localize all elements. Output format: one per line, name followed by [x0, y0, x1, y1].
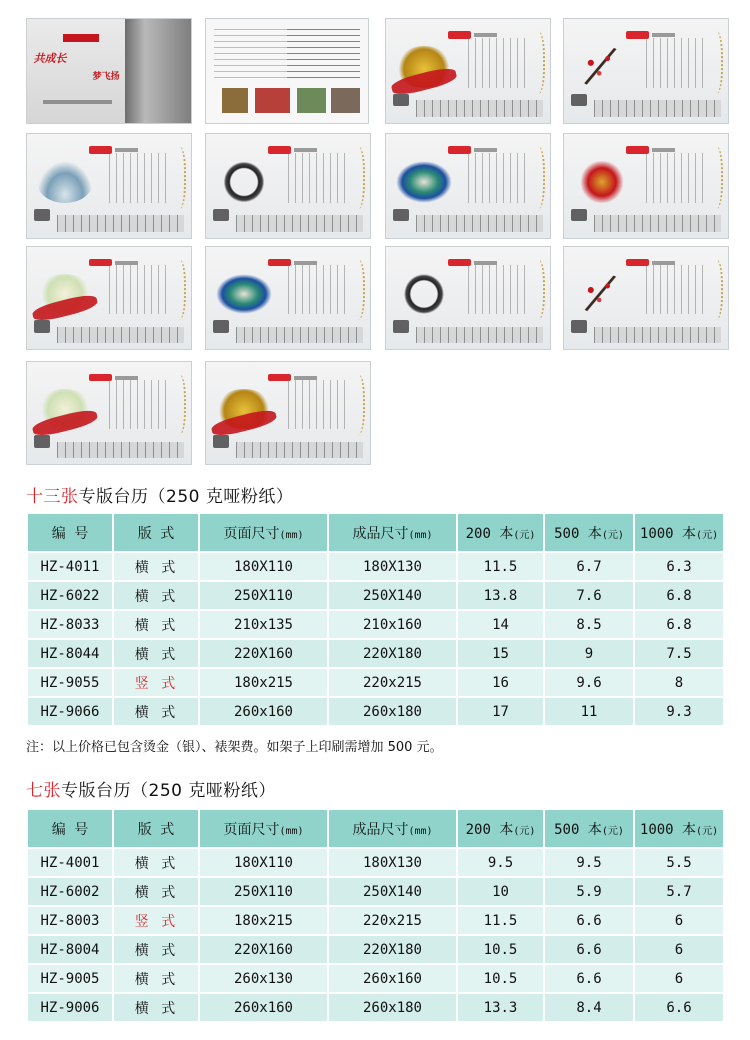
- cell-price-200: 10.5: [457, 935, 544, 964]
- cell-price-1000: 6: [634, 906, 724, 935]
- table-row: [27, 697, 724, 726]
- cell-code: HZ-6002: [27, 877, 113, 906]
- price-note: 注：以上价格已包含烫金（银）、裱架费。如架子上印刷需增加 500 元。: [26, 740, 443, 755]
- plum-blossom-icon: [574, 274, 630, 315]
- month-numeral: [213, 435, 229, 447]
- cell-price-500: 8.5: [544, 610, 634, 639]
- cell-finished-size: 220x215: [328, 906, 457, 935]
- cell-code: HZ-9055: [27, 668, 113, 697]
- vine-decoration: [349, 374, 365, 435]
- price-table-7-pages: [26, 808, 725, 1023]
- cell-finished-size: 250X140: [328, 877, 457, 906]
- table-row: [27, 906, 724, 935]
- month-numeral: [34, 435, 50, 447]
- month-numeral: [393, 94, 409, 106]
- poem-text: [646, 38, 705, 88]
- photo-1: [222, 88, 248, 113]
- cover-slogan: 共成长: [33, 52, 67, 66]
- cell-style: 横 式: [113, 935, 199, 964]
- cell-price-200: 10.5: [457, 964, 544, 993]
- cell-price-1000: 6.6: [634, 993, 724, 1022]
- cell-code: HZ-8033: [27, 610, 113, 639]
- folding-fan-icon: [37, 161, 93, 203]
- thumbnail-month[interactable]: [205, 361, 371, 465]
- thumbnail-month[interactable]: [26, 246, 192, 350]
- col-header-price-200: 200 本(元): [457, 513, 544, 552]
- thumbnail-month[interactable]: [385, 133, 551, 239]
- poem-text: [468, 265, 527, 314]
- cell-finished-size: 260x160: [328, 964, 457, 993]
- month-grid: [236, 327, 364, 343]
- vine-decoration: [707, 146, 723, 208]
- cell-price-1000: 6.8: [634, 581, 724, 610]
- cell-price-200: 13.3: [457, 993, 544, 1022]
- cell-code: HZ-6022: [27, 581, 113, 610]
- plum-blossom-icon: [574, 46, 630, 88]
- month-numeral: [571, 320, 587, 332]
- col-header-code: 编 号: [27, 809, 113, 848]
- cell-code: HZ-8003: [27, 906, 113, 935]
- cell-style: 横 式: [113, 610, 199, 639]
- table-row: [27, 993, 724, 1022]
- cell-code: HZ-8004: [27, 935, 113, 964]
- thumbnail-month[interactable]: [385, 18, 551, 124]
- cell-price-200: 17: [457, 697, 544, 726]
- col-header-style: 版 式: [113, 809, 199, 848]
- col-header-page-size: 页面尺寸(mm): [199, 513, 328, 552]
- cell-finished-size: 210x160: [328, 610, 457, 639]
- cell-price-1000: 6.8: [634, 610, 724, 639]
- cell-price-1000: 6: [634, 964, 724, 993]
- vine-decoration: [170, 146, 186, 208]
- cell-price-500: 7.6: [544, 581, 634, 610]
- cover-slogan-secondary: 梦飞扬: [92, 71, 120, 82]
- table-row: [27, 964, 724, 993]
- cell-finished-size: 220x215: [328, 668, 457, 697]
- cell-style: 横 式: [113, 993, 199, 1022]
- cell-price-500: 6.6: [544, 935, 634, 964]
- cell-page-size: 260x130: [199, 964, 328, 993]
- month-grid: [416, 100, 544, 117]
- col-header-price-1000: 1000 本(元): [634, 513, 724, 552]
- table-row: [27, 935, 724, 964]
- thumbnail-cover[interactable]: [26, 18, 192, 124]
- month-numeral: [213, 320, 229, 332]
- cell-finished-size: 220X180: [328, 935, 457, 964]
- cell-finished-size: 260x180: [328, 697, 457, 726]
- month-grid: [416, 327, 544, 343]
- cell-style: 竖 式: [113, 668, 199, 697]
- month-grid: [57, 327, 185, 343]
- cell-code: HZ-9005: [27, 964, 113, 993]
- poem-text: [109, 153, 168, 203]
- poem-text: [288, 380, 347, 429]
- info-phone-block: [287, 29, 360, 81]
- cell-code: HZ-4011: [27, 552, 113, 581]
- thumbnail-month[interactable]: [205, 133, 371, 239]
- cell-page-size: 220X160: [199, 639, 328, 668]
- cell-price-200: 14: [457, 610, 544, 639]
- section-title-13-pages: [26, 482, 293, 507]
- month-grid: [57, 215, 185, 232]
- cell-finished-size: 180X130: [328, 848, 457, 877]
- col-header-price-500: 500 本(元): [544, 513, 634, 552]
- porcelain-vase-icon: [396, 161, 452, 203]
- vine-decoration: [529, 31, 545, 93]
- col-header-page-size: 页面尺寸(mm): [199, 809, 328, 848]
- cell-style: 竖 式: [113, 906, 199, 935]
- thumbnail-month[interactable]: [563, 18, 729, 124]
- table-row: [27, 639, 724, 668]
- cell-finished-size: 180X130: [328, 552, 457, 581]
- cell-price-500: 8.4: [544, 993, 634, 1022]
- month-grid: [57, 442, 185, 458]
- cell-style: 横 式: [113, 697, 199, 726]
- cell-price-1000: 6: [634, 935, 724, 964]
- cell-page-size: 260x160: [199, 993, 328, 1022]
- poem-text: [288, 265, 347, 314]
- month-numeral: [34, 320, 50, 332]
- cell-price-200: 16: [457, 668, 544, 697]
- cell-price-500: 9: [544, 639, 634, 668]
- cell-finished-size: 220X180: [328, 639, 457, 668]
- cell-page-size: 250X110: [199, 877, 328, 906]
- table-row: [27, 610, 724, 639]
- table-row: [27, 552, 724, 581]
- thumbnail-month[interactable]: [26, 133, 192, 239]
- cell-style: 横 式: [113, 552, 199, 581]
- cell-price-200: 11.5: [457, 906, 544, 935]
- cell-price-200: 9.5: [457, 848, 544, 877]
- cell-style: 横 式: [113, 581, 199, 610]
- col-header-code: 编 号: [27, 513, 113, 552]
- month-numeral: [393, 209, 409, 221]
- porcelain-vase-icon: [216, 274, 272, 315]
- vine-decoration: [349, 146, 365, 208]
- chinese-knot-icon: [574, 161, 630, 203]
- cell-price-500: 11: [544, 697, 634, 726]
- month-numeral: [393, 320, 409, 332]
- cell-price-200: 10: [457, 877, 544, 906]
- thumbnail-info[interactable]: [205, 18, 369, 124]
- cell-page-size: 210x135: [199, 610, 328, 639]
- cell-code: HZ-9066: [27, 697, 113, 726]
- cell-price-200: 15: [457, 639, 544, 668]
- section-title-rest: 专版台历（250 克哑粉纸）: [78, 487, 294, 507]
- cell-price-500: 6.6: [544, 906, 634, 935]
- cell-code: HZ-4001: [27, 848, 113, 877]
- table-row: [27, 581, 724, 610]
- ink-circle-icon: [216, 161, 272, 203]
- cell-page-size: 180x215: [199, 668, 328, 697]
- cell-price-1000: 8: [634, 668, 724, 697]
- cell-price-1000: 5.5: [634, 848, 724, 877]
- cell-code: HZ-9006: [27, 993, 113, 1022]
- col-header-style: 版 式: [113, 513, 199, 552]
- scroll-decoration: [125, 19, 191, 123]
- month-grid: [594, 327, 722, 343]
- month-grid: [236, 442, 364, 458]
- section-title-accent: 七张: [26, 781, 61, 801]
- photo-4: [331, 88, 360, 113]
- poem-text: [288, 153, 347, 203]
- poem-text: [109, 380, 168, 429]
- cell-page-size: 220X160: [199, 935, 328, 964]
- cell-page-size: 180X110: [199, 848, 328, 877]
- vine-decoration: [707, 31, 723, 93]
- ink-circle-icon: [396, 274, 452, 315]
- thumbnail-month[interactable]: [26, 361, 192, 465]
- cell-price-500: 5.9: [544, 877, 634, 906]
- cell-style: 横 式: [113, 639, 199, 668]
- thumbnail-month[interactable]: [205, 246, 371, 350]
- thumbnail-month[interactable]: [563, 133, 729, 239]
- price-table-13-pages: [26, 512, 725, 727]
- cell-finished-size: 260x180: [328, 993, 457, 1022]
- vine-decoration: [529, 259, 545, 320]
- section-title-7-pages: [26, 776, 276, 801]
- vine-decoration: [707, 259, 723, 320]
- cell-price-1000: 7.5: [634, 639, 724, 668]
- poem-text: [646, 153, 705, 203]
- cell-style: 横 式: [113, 848, 199, 877]
- col-header-price-1000: 1000 本(元): [634, 809, 724, 848]
- cell-price-200: 13.8: [457, 581, 544, 610]
- poem-text: [109, 265, 168, 314]
- section-title-accent: 十三张: [26, 487, 79, 507]
- thumbnail-month[interactable]: [563, 246, 729, 350]
- cell-price-1000: 9.3: [634, 697, 724, 726]
- section-title-rest: 专版台历（250 克哑粉纸）: [61, 781, 276, 801]
- vine-decoration: [170, 259, 186, 320]
- poem-text: [646, 265, 705, 314]
- col-header-finished-size: 成品尺寸(mm): [328, 513, 457, 552]
- month-numeral: [571, 94, 587, 106]
- photo-2: [255, 88, 291, 113]
- poem-text: [468, 153, 527, 203]
- month-grid: [594, 215, 722, 232]
- photo-3: [297, 88, 326, 113]
- month-grid: [236, 215, 364, 232]
- col-header-price-200: 200 本(元): [457, 809, 544, 848]
- thumbnail-month[interactable]: [385, 246, 551, 350]
- cell-style: 横 式: [113, 964, 199, 993]
- table-row: [27, 877, 724, 906]
- cell-price-1000: 5.7: [634, 877, 724, 906]
- vine-decoration: [349, 259, 365, 320]
- month-numeral: [213, 209, 229, 221]
- table-row: [27, 668, 724, 697]
- cell-finished-size: 250X140: [328, 581, 457, 610]
- month-numeral: [571, 209, 587, 221]
- cell-style: 横 式: [113, 877, 199, 906]
- company-line: [43, 100, 112, 104]
- cell-price-500: 6.7: [544, 552, 634, 581]
- cell-code: HZ-8044: [27, 639, 113, 668]
- cell-price-200: 11.5: [457, 552, 544, 581]
- month-numeral: [34, 209, 50, 221]
- cell-price-500: 9.6: [544, 668, 634, 697]
- cell-page-size: 250X110: [199, 581, 328, 610]
- vine-decoration: [170, 374, 186, 435]
- col-header-finished-size: 成品尺寸(mm): [328, 809, 457, 848]
- brand-logo: [63, 34, 99, 42]
- table-row: [27, 848, 724, 877]
- month-grid: [416, 215, 544, 232]
- month-grid: [594, 100, 722, 117]
- cell-price-500: 9.5: [544, 848, 634, 877]
- cell-page-size: 260x160: [199, 697, 328, 726]
- cell-price-1000: 6.3: [634, 552, 724, 581]
- col-header-price-500: 500 本(元): [544, 809, 634, 848]
- table-header-row: [27, 809, 724, 848]
- cell-page-size: 180X110: [199, 552, 328, 581]
- table-header-row: [27, 513, 724, 552]
- vine-decoration: [529, 146, 545, 208]
- cell-price-500: 6.6: [544, 964, 634, 993]
- cell-page-size: 180x215: [199, 906, 328, 935]
- poem-text: [468, 38, 527, 88]
